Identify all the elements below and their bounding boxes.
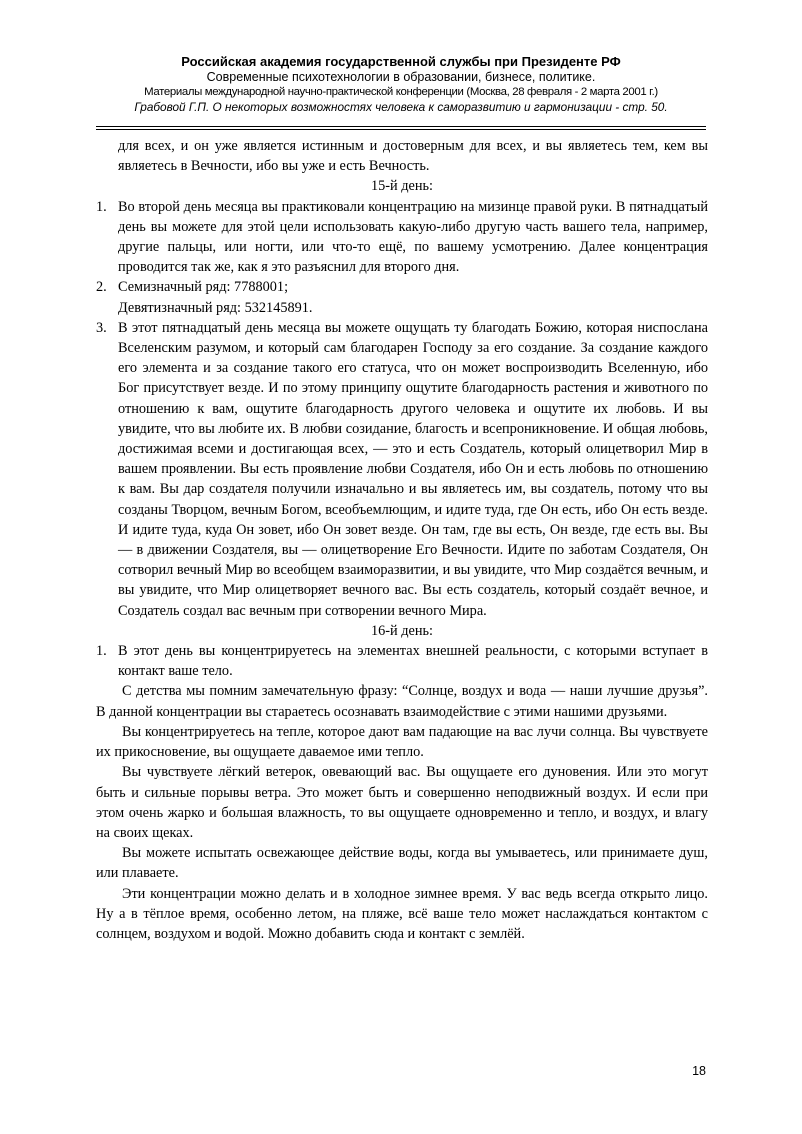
list-item bbox=[96, 197, 708, 278]
header-conference-info: Материалы международной научно-практической конференции (Москва, 28 февраля - 2 марта 2001 г.) bbox=[144, 86, 658, 98]
day-15-list bbox=[96, 197, 708, 621]
header-collection-title: Современные психотехнологии в образовании, бизнесе, политике. bbox=[206, 70, 596, 84]
list-item-number: 3. bbox=[96, 319, 107, 336]
list-item bbox=[96, 641, 708, 681]
list-item-text: Во второй день месяца вы практиковали концентрацию на мизинце правой руки. В пятнадцатый день вы можете для этой цели использовать какую-либо другую часть вашего тела, например, другие пальцы, или ногти, или что-то ещё, по вашему усмотрению. Далее концентрация проводится так же, как я это разъяснил для второго дня. bbox=[118, 198, 708, 276]
body-paragraph: Вы концентрируетесь на тепле, которое дают вам падающие на вас лучи солнца. Вы чувствуете их прикосновение, вы ощущаете даваемое ими тепло. bbox=[96, 723, 708, 761]
body-paragraph: Вы чувствуете лёгкий ветерок, овевающий вас. Вы ощущаете его дуновения. Или это могут быть и сильные порывы ветра. Это может быть и совершенно неподвижный воздух. И если при этом очень жарко и большая влажность, то вы ощущаете одновременно и тепло, и воздух, и влагу на своих щеках. bbox=[96, 764, 708, 841]
header-divider-bottom bbox=[96, 129, 706, 130]
nine-digit-sequence: Девятизначный ряд: 532145891. bbox=[118, 299, 313, 316]
list-item-number: 1. bbox=[96, 198, 107, 215]
day-15-heading: 15-й день: bbox=[370, 178, 434, 195]
page-number: 18 bbox=[692, 1064, 706, 1078]
header-article-citation: Грабовой Г.П. О некоторых возможностях человека к саморазвитию и гармонизации - стр. 50. bbox=[134, 100, 668, 114]
list-item-text: В этот пятнадцатый день месяца вы можете ощущать ту благодать Божию, которая ниспослана Вселенским разумом, и который сам благодарен Господу за его создание. За создание каждого его элемента и за создание такого его статуса, что он может воспроизводить Вселенную, ибо Бог присутствует везде. И по этому принципу ощутите благодарность растения и животного по отношению к вам, ощутите благодарность другого человека и ощутите их любовь. И вы увидите, что вы любите их. В любви созидание, благость и всепроникновение. И общая любовь, достижимая всеми и достигающая всех, — это и есть Создатель, который олицетворил Мир в вашем проявлении. Вы есть проявление любви Создателя, ибо Он и есть любовь по отношению к вам. Вы дар создателя получили изначально и вы являетесь им, вы создатель, потому что вы созданы Творцом, вечным Богом, всеобъемлющим, и идите туда, где Он есть, ибо Он есть везде. И идите туда, куда Он зовет, ибо Он зовет везде. Он там, где вы есть, Он везде, где есть вы. Вы — в движении Создателя, вы — олицетворение Его Вечности. Идите по заботам Создателя, Он сотворил вечный Мир во всеобщем взаиморазвитии, и вы увидите, что Мир создаётся вечным, и вы увидите, что Мир олицетворяет вечного вас. Вы есть создатель, который создаёт вечное, и Создатель создал вас вечным при сотворении вечного Мира. bbox=[118, 319, 708, 619]
header-institution: Российская академия государственной службы при Президенте РФ bbox=[181, 54, 621, 69]
seven-digit-sequence: Семизначный ряд: 7788001; bbox=[118, 279, 289, 296]
page-header bbox=[96, 54, 706, 115]
body-paragraph: С детства мы помним замечательную фразу: “Солнце, воздух и вода — наши лучшие друзья”. В данной концентрации вы стараетесь осознавать взаимодействие с этими нашими друзьями. bbox=[96, 683, 708, 720]
day-16-heading: 16-й день: bbox=[370, 622, 434, 639]
list-item-text: В этот день вы концентрируетесь на элементах внешней реальности, с которыми вступает в контакт ваше тело. bbox=[118, 643, 708, 680]
page-content bbox=[96, 136, 708, 944]
header-divider-top bbox=[96, 126, 706, 127]
continued-paragraph: для всех, и он уже является истинным и достоверным для всех, и вы являетесь тем, кем вы являетесь в Вечности, ибо вы уже и есть Вечность. bbox=[118, 138, 708, 175]
list-item-number: 1. bbox=[96, 643, 107, 660]
day-16-list bbox=[96, 641, 708, 681]
list-item bbox=[96, 318, 708, 621]
body-paragraph: Эти концентрации можно делать и в холодное зимнее время. У вас ведь всегда открыто лицо. Ну а в тёплое время, особенно летом, на пляже, всё ваше тело может наслаждаться контактом с солнцем, воздухом и водой. Можно добавить сюда и контакт с землёй. bbox=[96, 885, 708, 942]
list-item-number: 2. bbox=[96, 279, 107, 296]
body-paragraph: Вы можете испытать освежающее действие воды, когда вы умываетесь, или принимаете душ, или плаваете. bbox=[96, 845, 708, 882]
list-item bbox=[96, 277, 708, 317]
